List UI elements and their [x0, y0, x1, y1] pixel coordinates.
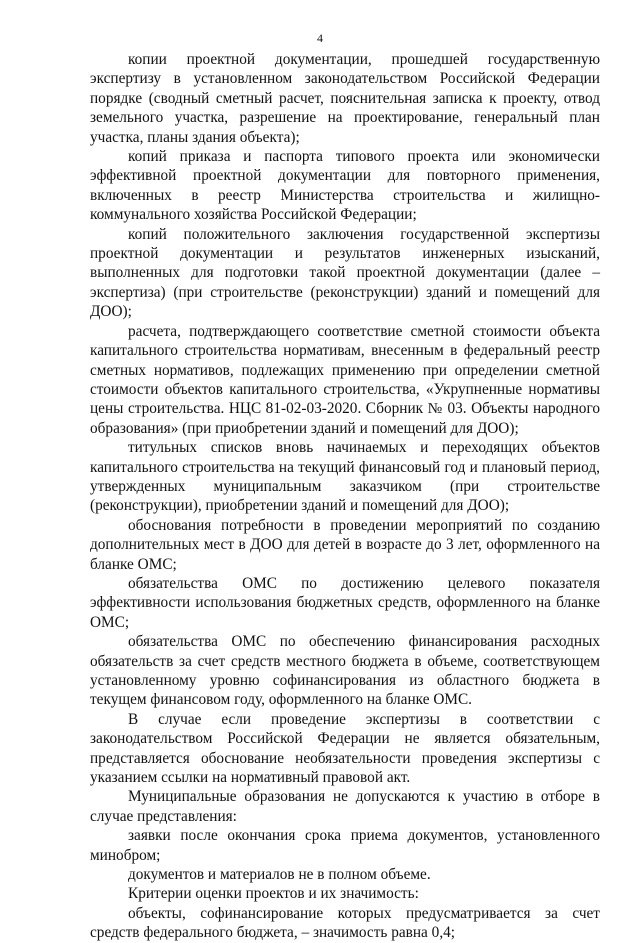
paragraph-title-lists: титульных списков вновь начинаемых и переходящих объектов капитального строительства на текущий финансовый год и плановый период, утвержденных муниципальным заказчиком (при строительстве (реконструкции), приобретении зданий и помещений для ДОО); — [90, 439, 600, 515]
paragraph-exclusion-intro: Муниципальные образования не допускаются к участию в отборе в случае представления: — [90, 788, 600, 825]
paragraph-late-application: заявки после окончания срока приема документов, установленного минобром; — [90, 827, 600, 864]
paragraph-cost-calculation: расчета, подтверждающего соответствие сметной стоимости объекта капитального строительства нормативам, внесенным в федеральный реестр сметных нормативов, подлежащих применению при определении сметной стоимости объектов капитального строительства, «Укрупненные нормативы цены строительства. НЦС 81-02-03-2020. Сборник № 03. Объекты народного образования» (при приобретении зданий и помещений для ДОО); — [90, 322, 600, 437]
paragraph-criteria-heading: Критерии оценки проектов и их значимость: — [128, 885, 419, 903]
paragraph-federal-funding-criterion: объекты, софинансирование которых предусматривается за счет средств федерального бюджета, – значимость равна 0,4; — [90, 904, 600, 942]
paragraph-incomplete-documents: документов и материалов не в полном объеме. — [128, 866, 431, 884]
paragraph-financing-obligation: обязательства ОМС по обеспечению финансирования расходных обязательств за счет средств местного бюджета в объеме, соответствующем установленному уровню софинансирования из областного бюджета в текущем финансовом году, оформленного на бланке ОМС. — [90, 633, 600, 709]
document-body — [90, 50, 600, 943]
paragraph-need-justification: обоснования потребности в проведении мероприятий по созданию дополнительных мест в ДОО для детей в возрасте до 3 лет, оформленного на бланке ОМС; — [90, 516, 600, 573]
paragraph-project-documentation-copies: копии проектной документации, прошедшей государственную экспертизу в установленном законодательством Российской Федерации порядке (сводный сметный расчет, пояснительная записка к проекту, отвод земельного участка, разрешение на проектирование, генеральный план участка, планы здания объекта); — [90, 51, 600, 146]
paragraph-expertise-not-required: В случае если проведение экспертизы в соответствии с законодательством Российской Федерации не является обязательным, представляется обоснование необязательности проведения экспертизы с указанием ссылки на нормативный правовой акт. — [90, 710, 600, 787]
paragraph-efficiency-obligation: обязательства ОМС по достижению целевого показателя эффективности использования бюджетных средств, оформленного на бланке ОМС; — [90, 574, 600, 631]
page-number: 4 — [317, 31, 323, 45]
paragraph-standard-project-order: копий приказа и паспорта типового проекта или экономически эффективной проектной документации для повторного применения, включенных в реестр Министерства строительства и жилищно-коммунального хозяйства Российской Федерации; — [90, 148, 600, 224]
paragraph-expertise-conclusion: копий положительного заключения государственной экспертизы проектной документации и результатов инженерных изысканий, выполненных для подготовки такой проектной документации (далее – экспертиза) (при строительстве (реконструкции) зданий и помещений для ДОО); — [90, 225, 600, 321]
